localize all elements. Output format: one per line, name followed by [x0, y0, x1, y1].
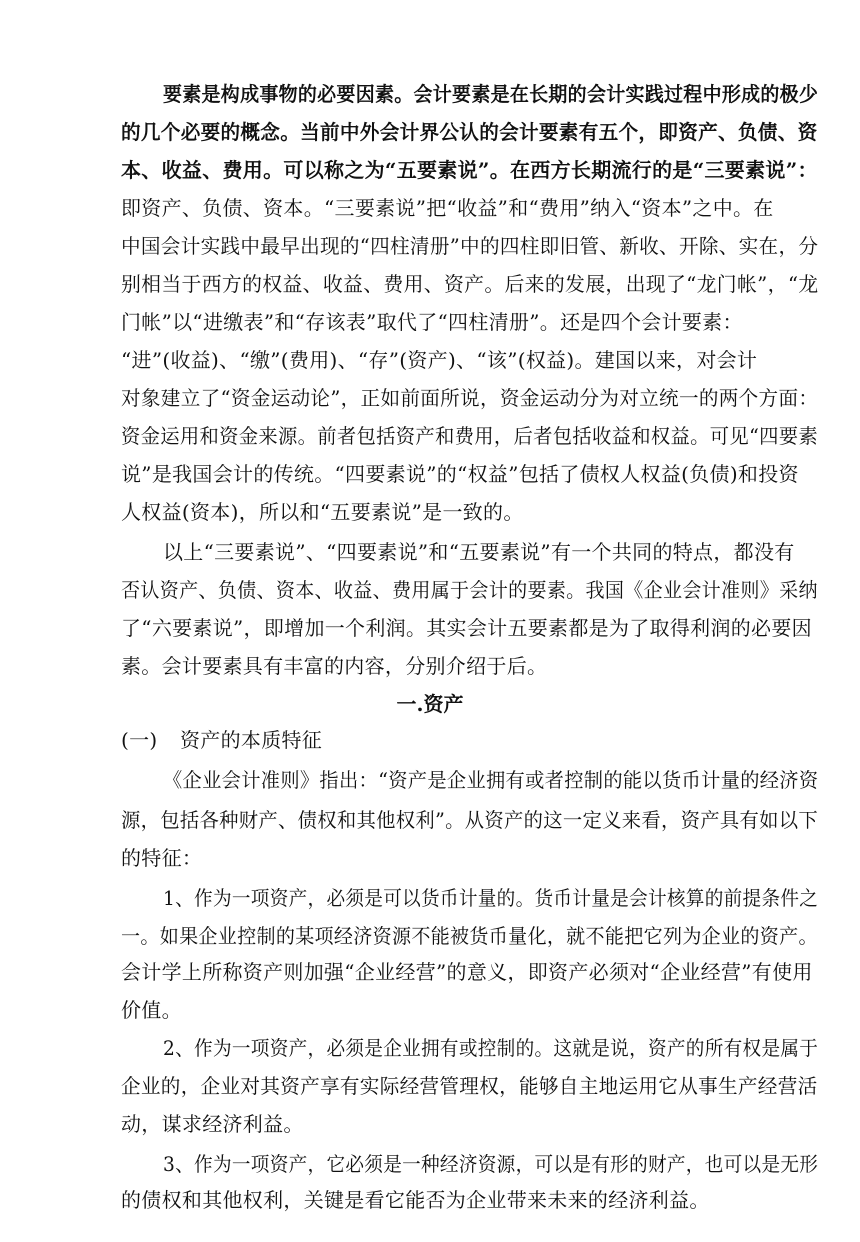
text-line: 动，谋求经济利益。	[121, 1112, 304, 1136]
text-line: 即资产、负债、资本。“三要素说”把“收益”和“费用”纳入“资本”之中。在	[121, 196, 774, 220]
text-line: 会计学上所称资产则加强“企业经营”的意义，即资产必须对“企业经营”有使用	[121, 960, 813, 984]
text-line: 资金运用和资金来源。前者包括资产和费用，后者包括收益和权益。可见“四要素	[121, 424, 819, 448]
section-heading: 一.资产	[396, 692, 464, 716]
text-line: 门帐”以“进缴表”和“存该表”取代了“四柱清册”。还是四个会计要素：	[121, 310, 743, 334]
text-line: 的特征：	[121, 846, 203, 870]
text-line: 要素是构成事物的必要因素。会计要素是在长期的会计实践过程中形成的极少	[163, 82, 819, 106]
text-line: 《企业会计准则》指出：“资产是企业拥有或者控制的能以货币计量的经济资	[163, 768, 819, 792]
text-line: 2、作为一项资产，必须是企业拥有或控制的。这就是说，资产的所有权是属于	[163, 1036, 819, 1060]
text-line: 以上“三要素说”、“四要素说”和“五要素说”有一个共同的特点，都没有	[163, 540, 795, 564]
text-line: 说”是我国会计的传统。“四要素说”的“权益”包括了债权人权益(负债)和投资	[121, 462, 799, 486]
subsection-number: (一)	[121, 728, 158, 752]
text-line: 否认资产、负债、资本、收益、费用属于会计的要素。我国《企业会计准则》采纳	[121, 578, 818, 602]
text-line: 1、作为一项资产，必须是可以货币计量的。货币计量是会计核算的前提条件之	[163, 886, 819, 910]
subsection-title: 资产的本质特征	[180, 728, 323, 752]
text-line: 价值。	[121, 998, 182, 1022]
text-line: “进”(收益)、“缴”(费用)、“存”(资产)、“该”(权益)。建国以来，对会计	[121, 348, 758, 372]
text-line: 人权益(资本)，所以和“五要素说”是一致的。	[121, 500, 524, 524]
text-line: 对象建立了“资金运动论”，正如前面所说，资金运动分为对立统一的两个方面：	[121, 386, 819, 410]
text-line: 了“六要素说”，即增加一个利润。其实会计五要素都是为了取得利润的必要因	[121, 616, 812, 640]
text-line: 中国会计实践中最早出现的“四柱清册”中的四柱即旧管、新收、开除、实在，分	[121, 234, 819, 258]
text-line: 一。如果企业控制的某项经济资源不能被货币量化，就不能把它列为企业的资产。	[121, 924, 818, 948]
text-line: 3、作为一项资产，它必须是一种经济资源，可以是有形的财产，也可以是无形	[163, 1152, 819, 1176]
text-line: 别相当于西方的权益、收益、费用、资产。后来的发展，出现了“龙门帐”，“龙	[121, 272, 819, 296]
text-line: 本、收益、费用。可以称之为“五要素说”。在西方长期流行的是“三要素说”：	[121, 158, 818, 182]
text-line: 企业的，企业对其资产享有实际经营管理权，能够自主地运用它从事生产经营活	[121, 1074, 818, 1098]
text-line: 源，包括各种财产、债权和其他权利”。从资产的这一定义来看，资产具有如以下	[121, 808, 819, 832]
text-line: 的几个必要的概念。当前中外会计界公认的会计要素有五个，即资产、负债、资	[121, 120, 818, 144]
text-line: 素。会计要素具有丰富的内容，分别介绍于后。	[121, 654, 548, 678]
text-line: 的债权和其他权利，关键是看它能否为企业带来未来的经济利益。	[121, 1188, 710, 1212]
